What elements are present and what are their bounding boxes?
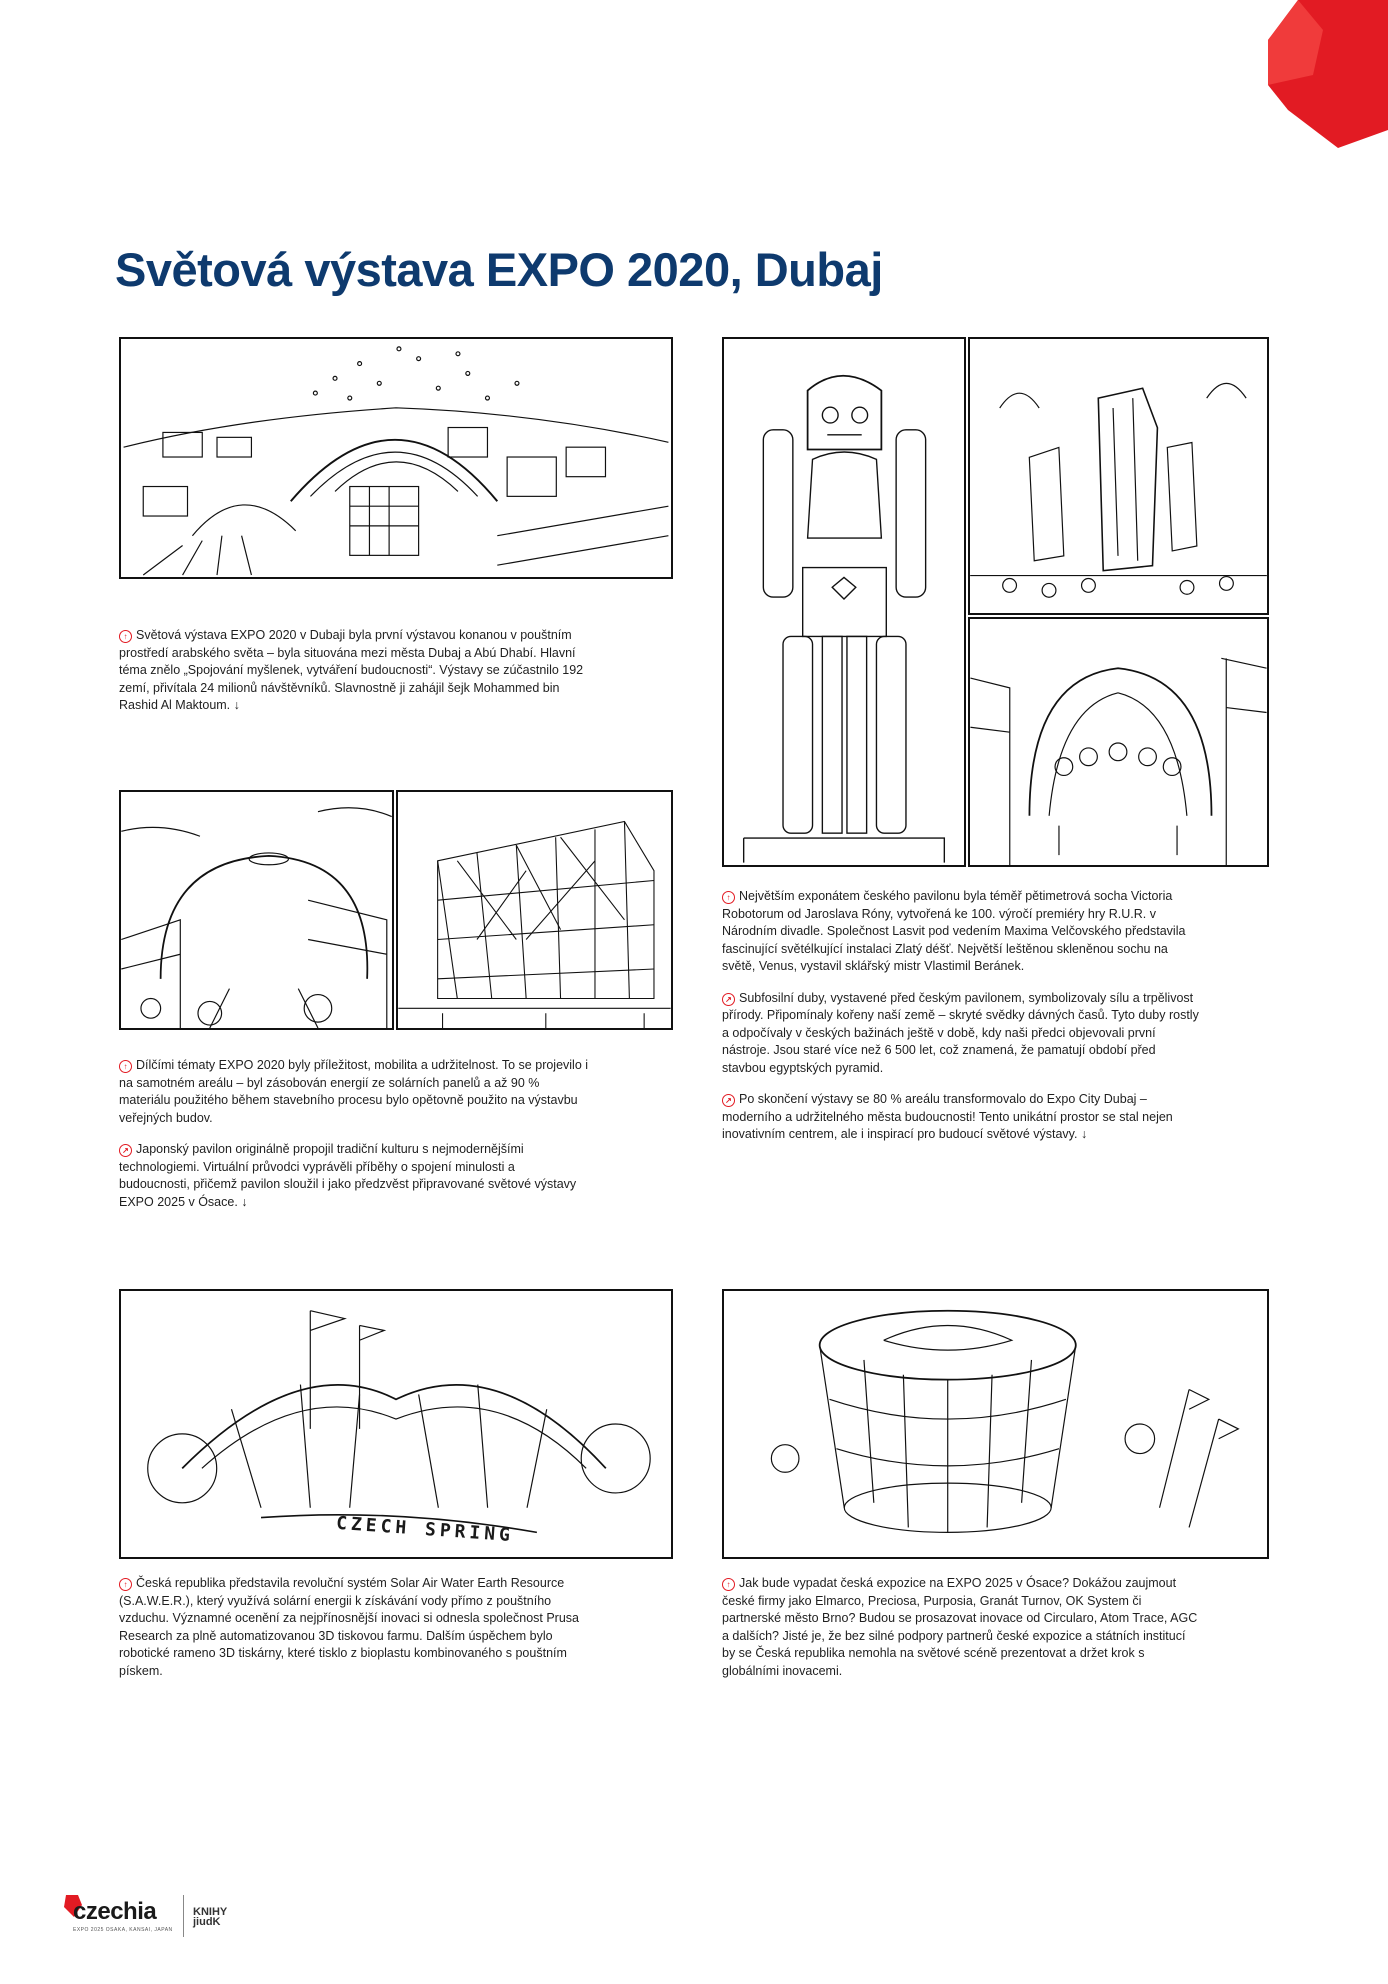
footer-logos: [58, 1893, 258, 1943]
sketch-osaka-pavilion: [722, 1289, 1269, 1559]
arrow-icon: ↗: [119, 1144, 132, 1157]
partner-line-1: KNIHY: [193, 1906, 228, 1918]
sketch-robot-statue: [722, 337, 966, 867]
sketch-expo-aerial: [119, 337, 673, 579]
partner-logo: [193, 1907, 227, 1927]
text-osaka: [722, 1575, 1202, 1694]
sketch-dome: [119, 790, 394, 1030]
statue-paragraph: Největším exponátem českého pavilonu byla téměř pětimetrová socha Victoria Robotorum od Jaroslava Róny, vytvořená ke 100. výročí premiéry hry R.U.R. v Národním divadle. Společnost Lasvit pod vedením Maxima Velčovského představila fascinující světélkující instalaci Zlatý déšť. Největší leštěnou skleněnou sochu na světě, Venus, vystavil sklářský mistr Vlastimil Beránek.: [722, 889, 1186, 973]
sketch-japan-pavilion: [396, 790, 673, 1030]
arrow-icon: ↑: [119, 1578, 132, 1591]
brand-subtitle: EXPO 2025 OSAKA, KANSAI, JAPAN: [73, 1927, 173, 1933]
sketch-czech-spring: [119, 1289, 673, 1559]
brand-name: czechia: [73, 1898, 157, 1925]
arrow-icon: ↑: [119, 630, 132, 643]
osaka-paragraph: Jak bude vypadat česká expozice na EXPO 2025 v Ósace? Dokážou zaujmout české firmy jako Elmarco, Preciosa, Purposia, Granát Turnov, OK System či partnerské město Brno? Budou se prosazovat inovace od Circularo, Atom Trace, AGC a dalších? Jisté je, že bez silné podpory partnerů české expozice a státních institucí by se Česká republika nemohla na světové scéně prezentovat a držet krok s globálními inovacemi.: [722, 1576, 1198, 1678]
text-themes: [119, 1057, 589, 1225]
footer-divider: [183, 1895, 184, 1937]
page-title: Světová výstava EXPO 2020, Dubaj: [115, 243, 883, 296]
themes-paragraph: Dílčími tématy EXPO 2020 byly příležitost, mobilita a udržitelnost. To se projevilo i na samotném areálu – byl zásobován energií ze solárních panelů a až 90 % materiálu použitého během stavebního procesu bylo opětovně použito na výstavbu veřejných budov.: [119, 1058, 589, 1125]
text-czech-pavilion: [722, 888, 1202, 1158]
czech-spring-label: CZECH SPRING: [335, 1512, 515, 1547]
oaks-paragraph: Subfosilní duby, vystavené před českým pavilonem, symbolizovaly sílu a trpělivost přírody. Připomínaly kořeny naší země – skryté svědky dávných časů. Tyto duby rostly a odpočívaly v českých bažinách ještě v době, kdy naši předci objevovali první nástroje. Jsou staré více než 6 500 let, což znamená, že pamatují období před stavbou egyptských pyramid.: [722, 990, 1199, 1075]
arrow-icon: ↑: [722, 891, 735, 904]
arrow-icon: ↑: [722, 1578, 735, 1591]
arrow-icon: ↑: [119, 1060, 132, 1073]
intro-paragraph: Světová výstava EXPO 2020 v Dubaji byla první výstavou konanou v pouštním prostředí arabského světa – byla situována mezi města Dubaj a Abú Dhabí. Hlavní téma znělo „Spojování myšlenek, vytváření budoucnosti“. Výstavy se zúčastnilo 192 zemí, přivítala 24 milionů návštěvníků. Slavnostně ji zahájil šejk Mohammed bin Rashid Al Maktoum. ↓: [119, 628, 584, 712]
sketch-al-wasl-dome: [968, 617, 1269, 867]
corner-brand-mark: [1228, 0, 1388, 150]
japan-paragraph: Japonský pavilon originálně propojil tradiční kulturu s nejmodernějšími technologiemi. Virtuální průvodci vyprávěli příběhy o spojení minulosti a budoucnosti, přičemž pavilon sloužil i jako předzvěst připravované světové výstavy EXPO 2025 v Ósace. ↓: [119, 1142, 577, 1209]
sketch-fossil-oaks: [968, 337, 1269, 615]
arrow-icon: ↗: [722, 1094, 735, 1107]
partner-line-2: jiudK: [193, 1916, 221, 1928]
text-intro: [119, 627, 589, 729]
sawer-paragraph: Česká republika představila revoluční systém Solar Air Water Earth Resource (S.A.W.E.R.), který využívá solární energii k získávání vody přímo z pouštního vzduchu. Významné ocenění za nejpřínosnější inovaci si odnesla společnost Prusa Research za plně automatizovanou 3D tiskovou farmu. Dalším úspěchem bylo robotické rameno 3D tiskárny, které tisklo z bioplastu kombinovaného s pouštním pískem.: [119, 1576, 579, 1678]
expo-city-paragraph: Po skončení výstavy se 80 % areálu transformovalo do Expo City Dubaj – moderního a udržitelného města budoucnosti! Tento unikátní prostor se stal nejen inovativním centrem, ale i inspirací pro budoucí světové výstavy. ↓: [722, 1092, 1173, 1141]
arrow-icon: ↗: [722, 993, 735, 1006]
text-sawer: [119, 1575, 589, 1694]
